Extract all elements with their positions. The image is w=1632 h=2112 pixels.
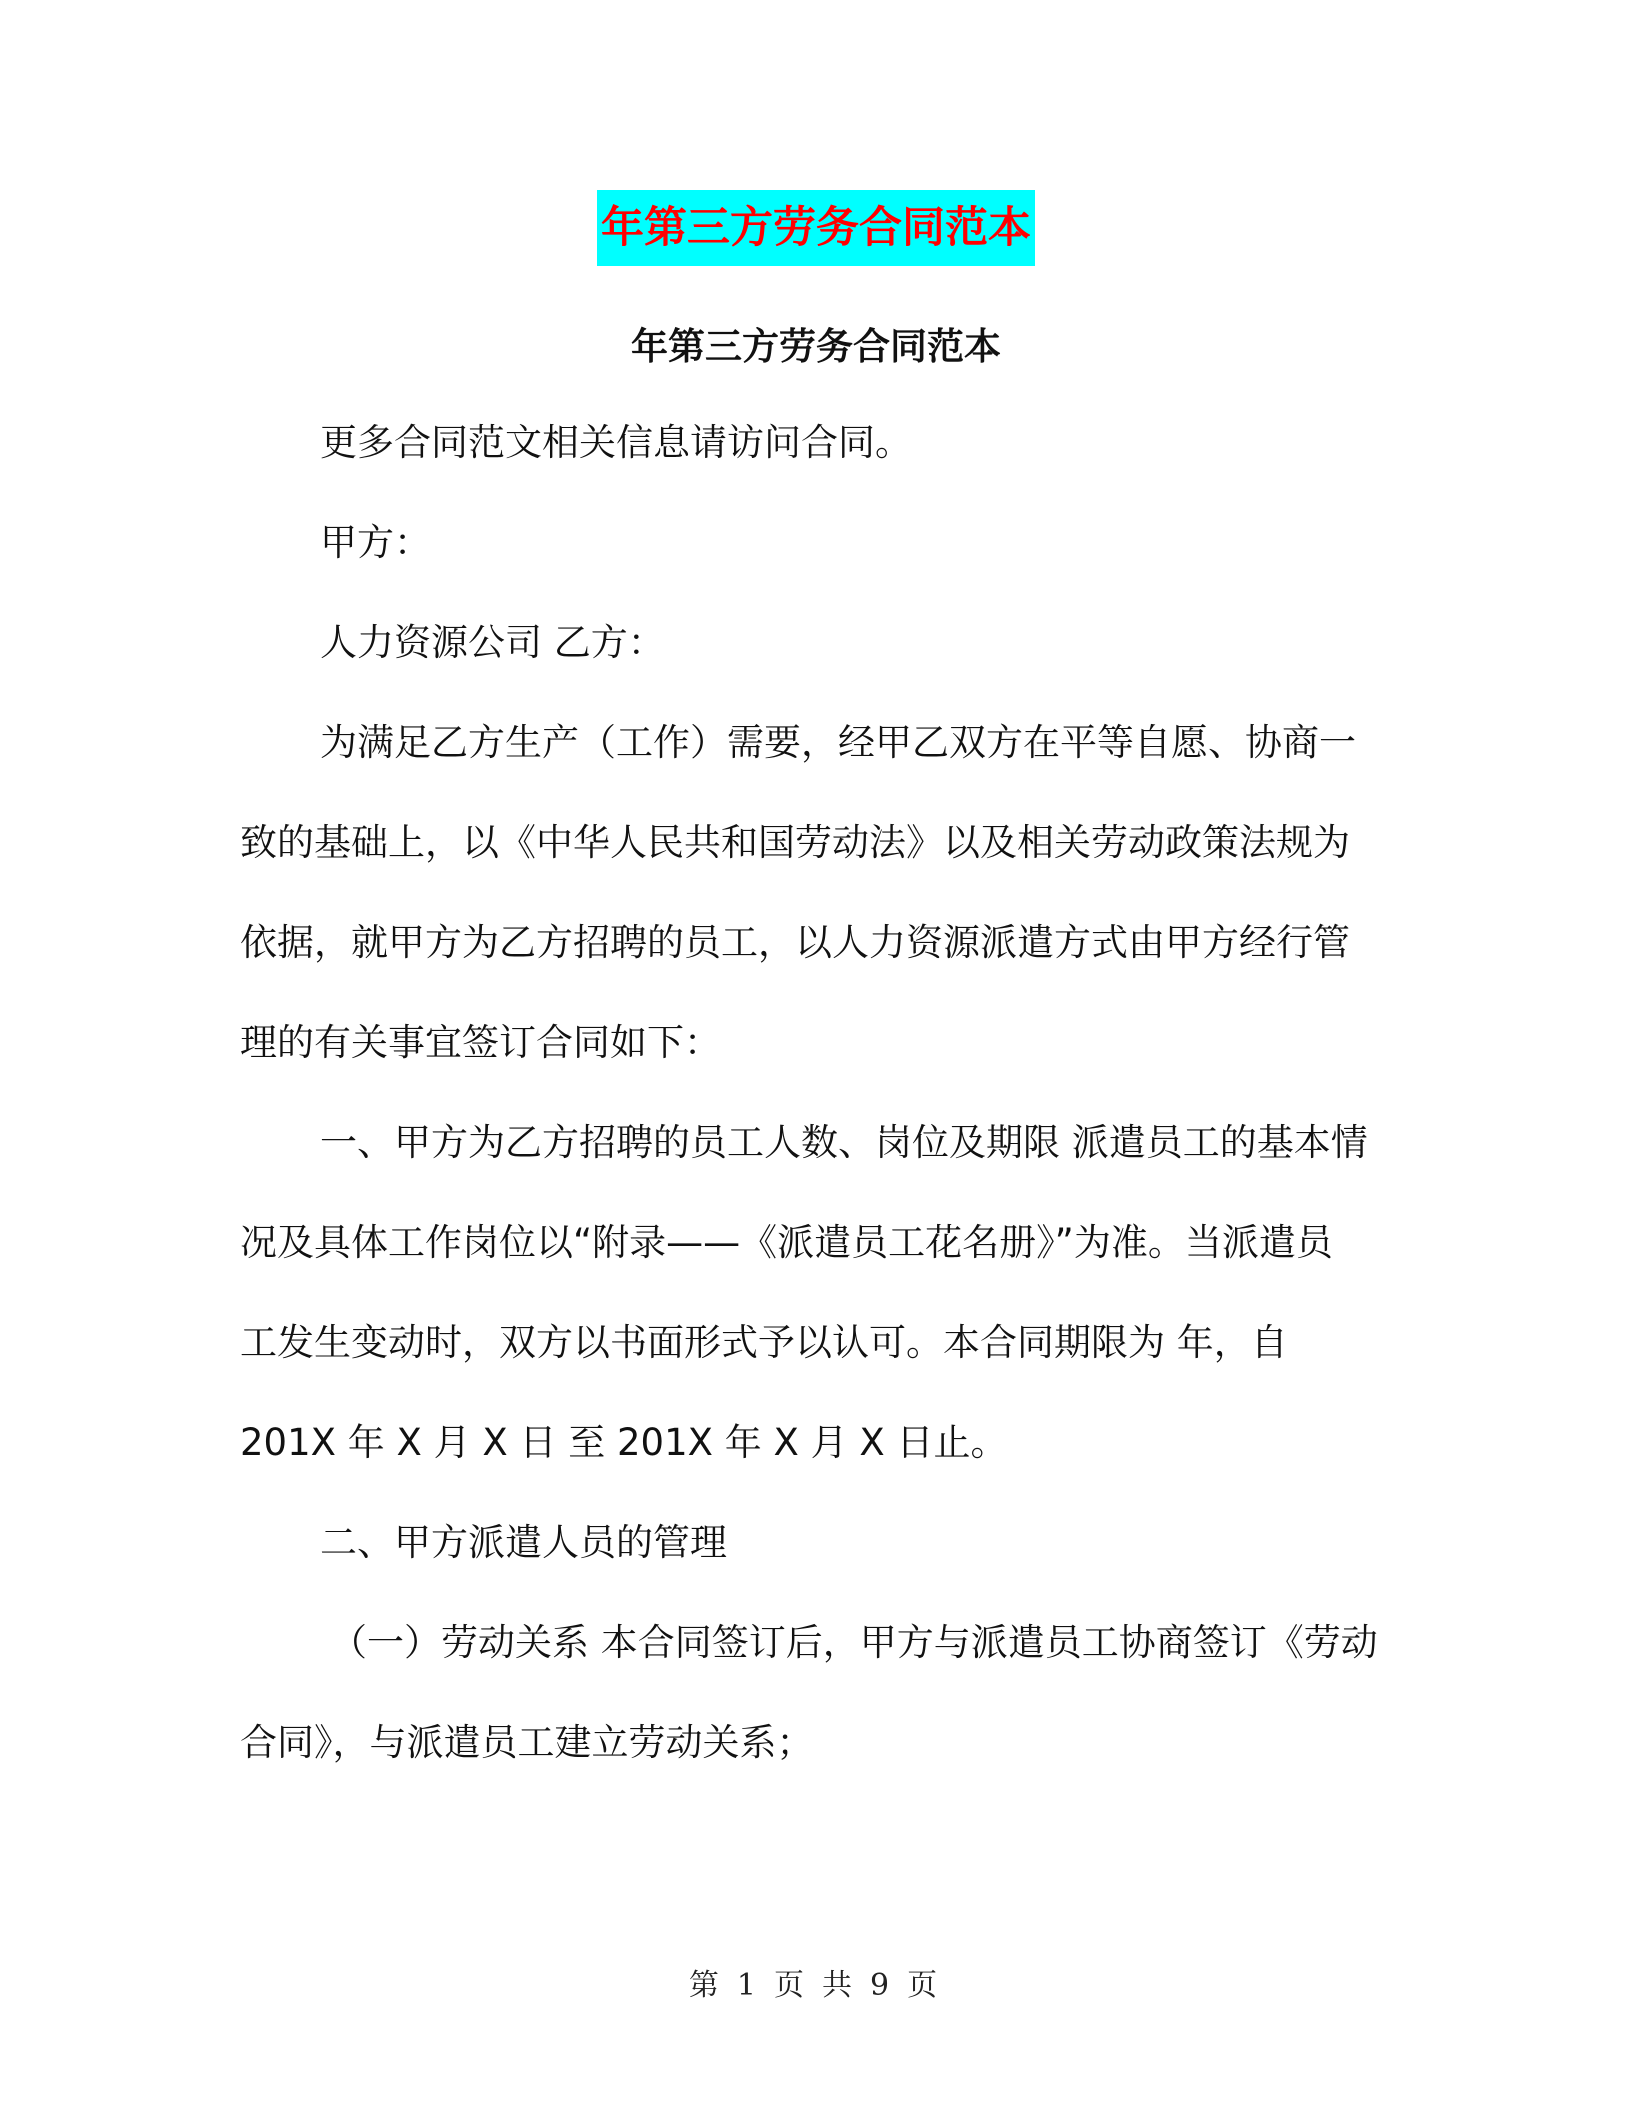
paragraph-line: 合同》，与派遣员工建立劳动关系；: [240, 1721, 814, 1764]
footer-current-page: 1: [736, 1968, 762, 2003]
banner-title-wrapper: [0, 190, 1632, 266]
footer-total-pages: 9: [870, 1968, 896, 2003]
footer-label-total: 共: [822, 1968, 858, 2003]
paragraph-line: 甲方：: [320, 521, 431, 564]
page-footer: [0, 1960, 1632, 2004]
paragraph-line: 工发生变动时，双方以书面形式予以认可。本合同期限为 年，自: [240, 1321, 1288, 1364]
footer-label-end: 页: [907, 1968, 944, 2003]
banner-title: 年第三方劳务合同范本: [597, 190, 1035, 266]
paragraph-line: 为满足乙方生产（工作）需要，经甲乙双方在平等自愿、协商一: [320, 721, 1356, 764]
paragraph-line: 一、甲方为乙方招聘的员工人数、岗位及期限 派遣员工的基本情: [320, 1121, 1368, 1164]
paragraph-line: 理的有关事宜签订合同如下：: [240, 1021, 721, 1064]
paragraph-line: 依据，就甲方为乙方招聘的员工，以人力资源派遣方式由甲方经行管: [240, 921, 1350, 964]
paragraph-line: 更多合同范文相关信息请访问合同。: [320, 421, 912, 464]
footer-label-page: 第: [688, 1968, 725, 2003]
paragraph-line: 201X 年 X 月 X 日 至 201X 年 X 月 X 日止。: [240, 1421, 1008, 1464]
paragraph-line: （一）劳动关系 本合同签订后，甲方与派遣员工协商签订《劳动: [330, 1621, 1378, 1664]
document-subtitle: 年第三方劳务合同范本: [631, 325, 1001, 368]
footer-label-of: 页: [774, 1968, 810, 2003]
paragraph-line: 况及具体工作岗位以“附录——《派遣员工花名册》”为准。当派遣员: [240, 1221, 1333, 1264]
section-heading: 二、甲方派遣人员的管理: [320, 1521, 727, 1564]
paragraph-line: 人力资源公司 乙方：: [320, 621, 665, 664]
paragraph-line: 致的基础上，以《中华人民共和国劳动法》以及相关劳动政策法规为: [240, 821, 1350, 864]
